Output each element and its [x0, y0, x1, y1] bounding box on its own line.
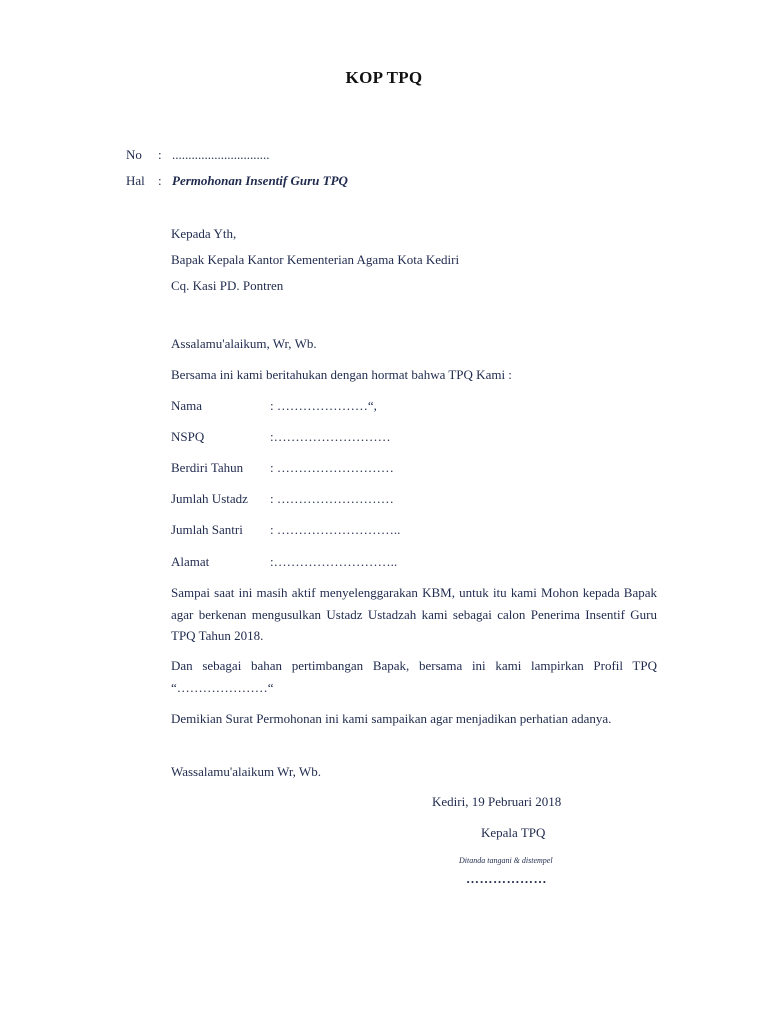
- greeting: Assalamu'alaikum, Wr, Wb.: [171, 336, 317, 351]
- page-title: KOP TPQ: [345, 68, 423, 87]
- signature-name-placeholder: ………………: [466, 871, 547, 886]
- meta-row-hal: [126, 172, 348, 190]
- field-berdiri-tahun: [171, 459, 394, 477]
- signature-place-date: Kediri, 19 Pebruari 2018: [432, 794, 562, 809]
- field-alamat-value: :………………………..: [270, 554, 398, 569]
- field-jumlah-santri: [171, 521, 400, 539]
- field-nspq-label: NSPQ: [171, 429, 205, 444]
- field-nama-label: Nama: [171, 398, 203, 413]
- field-jumlah-ustadz: [171, 490, 394, 508]
- field-jumlah-ustadz-label: Jumlah Ustadz: [171, 491, 248, 506]
- field-alamat-label: Alamat: [171, 554, 210, 569]
- field-berdiri-tahun-label: Berdiri Tahun: [171, 460, 244, 475]
- field-jumlah-santri-label: Jumlah Santri: [171, 522, 243, 537]
- field-jumlah-santri-value: : ………………………..: [270, 522, 401, 537]
- signature-note: Ditanda tangani & distempel: [459, 856, 553, 865]
- meta-hal-separator: :: [158, 173, 162, 188]
- meta-hal-label: Hal: [126, 173, 145, 188]
- paragraph-kbm: Sampai saat ini masih aktif menyelenggarakan KBM, untuk itu kami Mohon kepada Bapak agar berkenan mengusulkan Ustadz Ustadzah kami sebagai calon Penerima Insentif Guru TPQ Tahun 2018.: [171, 585, 657, 643]
- field-nspq-value: :………………………: [270, 429, 391, 444]
- field-alamat: [171, 553, 397, 571]
- meta-no-label: No: [126, 147, 142, 162]
- field-berdiri-tahun-value: : ………………………: [270, 460, 394, 475]
- field-jumlah-ustadz-value: : ………………………: [270, 491, 394, 506]
- meta-no-separator: :: [158, 147, 162, 162]
- meta-hal-value: Permohonan Insentif Guru TPQ: [172, 173, 348, 188]
- signature-position: Kepala TPQ: [481, 825, 546, 840]
- recipient-line-1: Kepada Yth,: [171, 226, 237, 241]
- field-nspq: [171, 428, 391, 446]
- meta-row-no: [126, 146, 270, 164]
- paragraph-penutup: Demikian Surat Permohonan ini kami sampaikan agar menjadikan perhatian adanya.: [171, 711, 612, 726]
- field-nama-value: : …………………“,: [270, 398, 377, 413]
- intro-text: Bersama ini kami beritahukan dengan hormat bahwa TPQ Kami :: [171, 367, 512, 382]
- recipient-line-2: Bapak Kepala Kantor Kementerian Agama Kota Kediri: [171, 252, 460, 267]
- paragraph-lampiran: Dan sebagai bahan pertimbangan Bapak, bersama ini kami lampirkan Profil TPQ “…………………“: [171, 658, 657, 695]
- recipient-line-3: Cq. Kasi PD. Pontren: [171, 278, 284, 293]
- closing-salam: Wassalamu'alaikum Wr, Wb.: [171, 764, 321, 779]
- meta-no-value: ..............................: [172, 147, 270, 162]
- field-nama: [171, 397, 377, 415]
